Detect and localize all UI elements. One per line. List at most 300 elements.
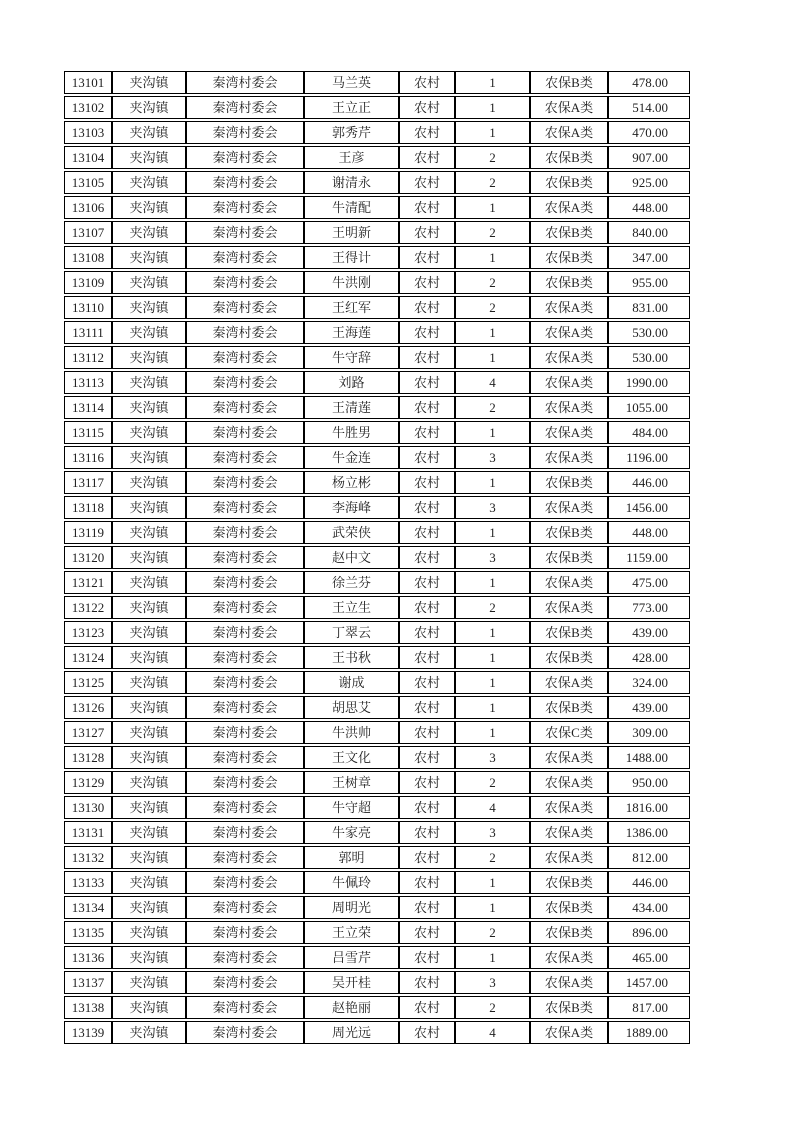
- cell-village-committee: 秦湾村委会: [186, 496, 304, 519]
- cell-person-name: 王红军: [304, 296, 399, 319]
- cell-record-id: 13125: [64, 671, 112, 694]
- cell-village-committee: 秦湾村委会: [186, 921, 304, 944]
- cell-person-name: 吕雪芹: [304, 946, 399, 969]
- cell-record-id: 13123: [64, 621, 112, 644]
- cell-insurance-category: 农保B类: [530, 146, 608, 169]
- cell-person-name: 牛洪刚: [304, 271, 399, 294]
- table-row: [64, 771, 690, 794]
- cell-insurance-category: 农保B类: [530, 646, 608, 669]
- cell-insurance-category: 农保B类: [530, 546, 608, 569]
- cell-person-count: 2: [455, 171, 530, 194]
- cell-town: 夹沟镇: [112, 521, 186, 544]
- cell-insurance-category: 农保A类: [530, 971, 608, 994]
- table-row: [64, 746, 690, 769]
- cell-insurance-category: 农保B类: [530, 271, 608, 294]
- cell-town: 夹沟镇: [112, 971, 186, 994]
- cell-amount: 955.00: [608, 271, 690, 294]
- cell-village-committee: 秦湾村委会: [186, 96, 304, 119]
- cell-person-name: 牛洪帅: [304, 721, 399, 744]
- cell-person-name: 郭秀芹: [304, 121, 399, 144]
- cell-village-committee: 秦湾村委会: [186, 221, 304, 244]
- cell-person-count: 3: [455, 496, 530, 519]
- table-row: [64, 521, 690, 544]
- cell-insurance-category: 农保A类: [530, 571, 608, 594]
- cell-residence-type: 农村: [399, 96, 455, 119]
- cell-residence-type: 农村: [399, 571, 455, 594]
- cell-record-id: 13119: [64, 521, 112, 544]
- cell-insurance-category: 农保A类: [530, 396, 608, 419]
- cell-village-committee: 秦湾村委会: [186, 446, 304, 469]
- cell-town: 夹沟镇: [112, 896, 186, 919]
- cell-amount: 1488.00: [608, 746, 690, 769]
- cell-town: 夹沟镇: [112, 446, 186, 469]
- cell-residence-type: 农村: [399, 746, 455, 769]
- cell-person-count: 3: [455, 446, 530, 469]
- cell-amount: 530.00: [608, 321, 690, 344]
- cell-record-id: 13106: [64, 196, 112, 219]
- cell-amount: 484.00: [608, 421, 690, 444]
- cell-amount: 812.00: [608, 846, 690, 869]
- table-row: [64, 796, 690, 819]
- cell-insurance-category: 农保A类: [530, 821, 608, 844]
- cell-village-committee: 秦湾村委会: [186, 796, 304, 819]
- cell-insurance-category: 农保C类: [530, 721, 608, 744]
- cell-record-id: 13130: [64, 796, 112, 819]
- cell-record-id: 13126: [64, 696, 112, 719]
- cell-amount: 1457.00: [608, 971, 690, 994]
- table-row: [64, 671, 690, 694]
- cell-town: 夹沟镇: [112, 746, 186, 769]
- cell-record-id: 13128: [64, 746, 112, 769]
- cell-town: 夹沟镇: [112, 796, 186, 819]
- cell-insurance-category: 农保B类: [530, 996, 608, 1019]
- cell-town: 夹沟镇: [112, 646, 186, 669]
- cell-village-committee: 秦湾村委会: [186, 71, 304, 94]
- cell-record-id: 13129: [64, 771, 112, 794]
- cell-village-committee: 秦湾村委会: [186, 571, 304, 594]
- cell-residence-type: 农村: [399, 796, 455, 819]
- cell-person-name: 王得计: [304, 246, 399, 269]
- cell-amount: 448.00: [608, 521, 690, 544]
- cell-person-name: 牛家亮: [304, 821, 399, 844]
- cell-amount: 470.00: [608, 121, 690, 144]
- cell-residence-type: 农村: [399, 471, 455, 494]
- cell-insurance-category: 农保A类: [530, 1021, 608, 1044]
- cell-village-committee: 秦湾村委会: [186, 146, 304, 169]
- cell-person-count: 1: [455, 621, 530, 644]
- cell-insurance-category: 农保A类: [530, 671, 608, 694]
- cell-record-id: 13104: [64, 146, 112, 169]
- cell-person-count: 1: [455, 671, 530, 694]
- table-row: [64, 996, 690, 1019]
- cell-amount: 1055.00: [608, 396, 690, 419]
- cell-insurance-category: 农保A类: [530, 96, 608, 119]
- cell-person-name: 王明新: [304, 221, 399, 244]
- cell-town: 夹沟镇: [112, 196, 186, 219]
- cell-amount: 514.00: [608, 96, 690, 119]
- cell-amount: 446.00: [608, 471, 690, 494]
- cell-insurance-category: 农保B类: [530, 171, 608, 194]
- cell-residence-type: 农村: [399, 146, 455, 169]
- cell-insurance-category: 农保B类: [530, 71, 608, 94]
- cell-person-count: 1: [455, 946, 530, 969]
- cell-record-id: 13137: [64, 971, 112, 994]
- cell-person-count: 2: [455, 146, 530, 169]
- cell-person-name: 王彦: [304, 146, 399, 169]
- cell-insurance-category: 农保A类: [530, 496, 608, 519]
- cell-town: 夹沟镇: [112, 496, 186, 519]
- cell-record-id: 13107: [64, 221, 112, 244]
- cell-amount: 309.00: [608, 721, 690, 744]
- cell-residence-type: 农村: [399, 346, 455, 369]
- cell-town: 夹沟镇: [112, 171, 186, 194]
- cell-person-count: 1: [455, 871, 530, 894]
- table-row: [64, 346, 690, 369]
- cell-person-count: 1: [455, 321, 530, 344]
- cell-town: 夹沟镇: [112, 596, 186, 619]
- cell-person-count: 1: [455, 521, 530, 544]
- table-row: [64, 146, 690, 169]
- cell-amount: 907.00: [608, 146, 690, 169]
- cell-village-committee: 秦湾村委会: [186, 846, 304, 869]
- cell-amount: 1990.00: [608, 371, 690, 394]
- cell-person-count: 2: [455, 996, 530, 1019]
- cell-residence-type: 农村: [399, 996, 455, 1019]
- cell-town: 夹沟镇: [112, 621, 186, 644]
- cell-amount: 347.00: [608, 246, 690, 269]
- cell-town: 夹沟镇: [112, 96, 186, 119]
- cell-town: 夹沟镇: [112, 946, 186, 969]
- cell-person-count: 1: [455, 121, 530, 144]
- cell-person-name: 谢清永: [304, 171, 399, 194]
- cell-amount: 448.00: [608, 196, 690, 219]
- cell-person-count: 3: [455, 746, 530, 769]
- cell-record-id: 13136: [64, 946, 112, 969]
- table-row: [64, 821, 690, 844]
- cell-person-count: 2: [455, 596, 530, 619]
- cell-residence-type: 农村: [399, 121, 455, 144]
- cell-person-count: 1: [455, 196, 530, 219]
- cell-record-id: 13135: [64, 921, 112, 944]
- cell-person-count: 1: [455, 246, 530, 269]
- cell-town: 夹沟镇: [112, 121, 186, 144]
- cell-person-count: 1: [455, 471, 530, 494]
- cell-record-id: 13112: [64, 346, 112, 369]
- cell-person-name: 牛守超: [304, 796, 399, 819]
- cell-town: 夹沟镇: [112, 296, 186, 319]
- cell-record-id: 13103: [64, 121, 112, 144]
- cell-person-name: 谢成: [304, 671, 399, 694]
- cell-insurance-category: 农保A类: [530, 446, 608, 469]
- cell-amount: 324.00: [608, 671, 690, 694]
- cell-insurance-category: 农保B类: [530, 471, 608, 494]
- cell-village-committee: 秦湾村委会: [186, 371, 304, 394]
- cell-village-committee: 秦湾村委会: [186, 196, 304, 219]
- cell-amount: 1456.00: [608, 496, 690, 519]
- cell-person-name: 牛胜男: [304, 421, 399, 444]
- cell-village-committee: 秦湾村委会: [186, 646, 304, 669]
- table-row: [64, 696, 690, 719]
- cell-insurance-category: 农保B类: [530, 246, 608, 269]
- cell-residence-type: 农村: [399, 221, 455, 244]
- cell-residence-type: 农村: [399, 246, 455, 269]
- cell-person-name: 武荣侠: [304, 521, 399, 544]
- cell-town: 夹沟镇: [112, 271, 186, 294]
- cell-insurance-category: 农保A类: [530, 196, 608, 219]
- table-row: [64, 121, 690, 144]
- cell-person-count: 2: [455, 271, 530, 294]
- cell-record-id: 13115: [64, 421, 112, 444]
- cell-village-committee: 秦湾村委会: [186, 246, 304, 269]
- cell-residence-type: 农村: [399, 921, 455, 944]
- table-row: [64, 71, 690, 94]
- cell-person-count: 1: [455, 96, 530, 119]
- table-row: [64, 271, 690, 294]
- cell-record-id: 13114: [64, 396, 112, 419]
- cell-town: 夹沟镇: [112, 1021, 186, 1044]
- cell-residence-type: 农村: [399, 546, 455, 569]
- cell-record-id: 13118: [64, 496, 112, 519]
- cell-residence-type: 农村: [399, 271, 455, 294]
- cell-insurance-category: 农保B类: [530, 871, 608, 894]
- cell-person-count: 1: [455, 421, 530, 444]
- cell-residence-type: 农村: [399, 646, 455, 669]
- cell-person-count: 1: [455, 346, 530, 369]
- cell-record-id: 13111: [64, 321, 112, 344]
- table-row: [64, 546, 690, 569]
- cell-amount: 1816.00: [608, 796, 690, 819]
- cell-person-name: 赵中文: [304, 546, 399, 569]
- cell-amount: 950.00: [608, 771, 690, 794]
- cell-town: 夹沟镇: [112, 146, 186, 169]
- cell-residence-type: 农村: [399, 71, 455, 94]
- cell-amount: 840.00: [608, 221, 690, 244]
- cell-insurance-category: 农保A类: [530, 771, 608, 794]
- cell-person-count: 1: [455, 721, 530, 744]
- cell-residence-type: 农村: [399, 621, 455, 644]
- cell-residence-type: 农村: [399, 671, 455, 694]
- cell-insurance-category: 农保A类: [530, 296, 608, 319]
- cell-town: 夹沟镇: [112, 71, 186, 94]
- cell-residence-type: 农村: [399, 171, 455, 194]
- cell-town: 夹沟镇: [112, 421, 186, 444]
- cell-person-count: 4: [455, 796, 530, 819]
- cell-person-count: 4: [455, 371, 530, 394]
- table-row: [64, 596, 690, 619]
- cell-amount: 1159.00: [608, 546, 690, 569]
- cell-record-id: 13131: [64, 821, 112, 844]
- cell-record-id: 13122: [64, 596, 112, 619]
- cell-amount: 831.00: [608, 296, 690, 319]
- cell-record-id: 13124: [64, 646, 112, 669]
- cell-amount: 1196.00: [608, 446, 690, 469]
- table-row: [64, 496, 690, 519]
- cell-village-committee: 秦湾村委会: [186, 946, 304, 969]
- cell-record-id: 13117: [64, 471, 112, 494]
- cell-person-name: 牛守辞: [304, 346, 399, 369]
- cell-person-name: 马兰英: [304, 71, 399, 94]
- table-row: [64, 196, 690, 219]
- cell-insurance-category: 农保A类: [530, 946, 608, 969]
- cell-insurance-category: 农保A类: [530, 796, 608, 819]
- cell-insurance-category: 农保A类: [530, 121, 608, 144]
- cell-insurance-category: 农保A类: [530, 596, 608, 619]
- cell-person-count: 2: [455, 771, 530, 794]
- cell-amount: 465.00: [608, 946, 690, 969]
- cell-town: 夹沟镇: [112, 321, 186, 344]
- cell-person-count: 1: [455, 571, 530, 594]
- cell-residence-type: 农村: [399, 521, 455, 544]
- cell-residence-type: 农村: [399, 371, 455, 394]
- cell-person-name: 王树章: [304, 771, 399, 794]
- cell-village-committee: 秦湾村委会: [186, 296, 304, 319]
- cell-person-name: 周明光: [304, 896, 399, 919]
- cell-village-committee: 秦湾村委会: [186, 896, 304, 919]
- table-row: [64, 421, 690, 444]
- cell-residence-type: 农村: [399, 1021, 455, 1044]
- cell-village-committee: 秦湾村委会: [186, 721, 304, 744]
- cell-village-committee: 秦湾村委会: [186, 121, 304, 144]
- cell-village-committee: 秦湾村委会: [186, 271, 304, 294]
- cell-amount: 434.00: [608, 896, 690, 919]
- cell-insurance-category: 农保A类: [530, 371, 608, 394]
- cell-person-name: 胡思艾: [304, 696, 399, 719]
- cell-village-committee: 秦湾村委会: [186, 996, 304, 1019]
- cell-town: 夹沟镇: [112, 996, 186, 1019]
- cell-person-name: 牛金连: [304, 446, 399, 469]
- cell-amount: 1386.00: [608, 821, 690, 844]
- cell-town: 夹沟镇: [112, 396, 186, 419]
- cell-insurance-category: 农保A类: [530, 846, 608, 869]
- cell-town: 夹沟镇: [112, 471, 186, 494]
- cell-record-id: 13134: [64, 896, 112, 919]
- cell-person-count: 2: [455, 396, 530, 419]
- table-row: [64, 721, 690, 744]
- cell-insurance-category: 农保B类: [530, 696, 608, 719]
- cell-person-count: 2: [455, 296, 530, 319]
- cell-residence-type: 农村: [399, 496, 455, 519]
- cell-record-id: 13133: [64, 871, 112, 894]
- cell-person-count: 1: [455, 646, 530, 669]
- cell-person-name: 赵艳丽: [304, 996, 399, 1019]
- cell-residence-type: 农村: [399, 396, 455, 419]
- cell-residence-type: 农村: [399, 321, 455, 344]
- cell-amount: 530.00: [608, 346, 690, 369]
- cell-amount: 773.00: [608, 596, 690, 619]
- cell-person-name: 王立生: [304, 596, 399, 619]
- cell-record-id: 13101: [64, 71, 112, 94]
- cell-person-name: 牛佩玲: [304, 871, 399, 894]
- cell-amount: 478.00: [608, 71, 690, 94]
- table-row: [64, 846, 690, 869]
- cell-residence-type: 农村: [399, 971, 455, 994]
- cell-amount: 475.00: [608, 571, 690, 594]
- cell-insurance-category: 农保B类: [530, 521, 608, 544]
- cell-town: 夹沟镇: [112, 871, 186, 894]
- cell-village-committee: 秦湾村委会: [186, 1021, 304, 1044]
- cell-person-count: 3: [455, 971, 530, 994]
- table-row: [64, 471, 690, 494]
- table-row: [64, 371, 690, 394]
- cell-insurance-category: 农保B类: [530, 221, 608, 244]
- table-row: [64, 321, 690, 344]
- cell-insurance-category: 农保B类: [530, 896, 608, 919]
- cell-village-committee: 秦湾村委会: [186, 746, 304, 769]
- cell-town: 夹沟镇: [112, 546, 186, 569]
- table-row: [64, 171, 690, 194]
- table-row: [64, 571, 690, 594]
- cell-person-count: 3: [455, 821, 530, 844]
- cell-person-name: 王立正: [304, 96, 399, 119]
- cell-amount: 1889.00: [608, 1021, 690, 1044]
- cell-person-name: 牛清配: [304, 196, 399, 219]
- cell-residence-type: 农村: [399, 196, 455, 219]
- cell-town: 夹沟镇: [112, 221, 186, 244]
- cell-record-id: 13102: [64, 96, 112, 119]
- cell-town: 夹沟镇: [112, 771, 186, 794]
- cell-town: 夹沟镇: [112, 246, 186, 269]
- cell-record-id: 13132: [64, 846, 112, 869]
- cell-village-committee: 秦湾村委会: [186, 821, 304, 844]
- payment-roster-table: [64, 69, 690, 1046]
- cell-person-count: 1: [455, 71, 530, 94]
- cell-person-name: 杨立彬: [304, 471, 399, 494]
- cell-village-committee: 秦湾村委会: [186, 396, 304, 419]
- table-row: [64, 646, 690, 669]
- cell-residence-type: 农村: [399, 696, 455, 719]
- cell-record-id: 13120: [64, 546, 112, 569]
- cell-record-id: 13105: [64, 171, 112, 194]
- cell-village-committee: 秦湾村委会: [186, 771, 304, 794]
- cell-town: 夹沟镇: [112, 371, 186, 394]
- cell-person-name: 王书秋: [304, 646, 399, 669]
- cell-record-id: 13127: [64, 721, 112, 744]
- cell-village-committee: 秦湾村委会: [186, 346, 304, 369]
- table-row: [64, 946, 690, 969]
- cell-village-committee: 秦湾村委会: [186, 521, 304, 544]
- table-row: [64, 96, 690, 119]
- cell-amount: 896.00: [608, 921, 690, 944]
- cell-person-count: 1: [455, 696, 530, 719]
- cell-residence-type: 农村: [399, 946, 455, 969]
- cell-residence-type: 农村: [399, 821, 455, 844]
- table-row: [64, 396, 690, 419]
- cell-insurance-category: 农保B类: [530, 921, 608, 944]
- cell-village-committee: 秦湾村委会: [186, 546, 304, 569]
- cell-amount: 439.00: [608, 621, 690, 644]
- table-row: [64, 896, 690, 919]
- cell-person-name: 吴开桂: [304, 971, 399, 994]
- table-row: [64, 921, 690, 944]
- cell-village-committee: 秦湾村委会: [186, 171, 304, 194]
- cell-person-count: 4: [455, 1021, 530, 1044]
- cell-town: 夹沟镇: [112, 846, 186, 869]
- cell-village-committee: 秦湾村委会: [186, 421, 304, 444]
- cell-amount: 446.00: [608, 871, 690, 894]
- table-row: [64, 971, 690, 994]
- cell-town: 夹沟镇: [112, 571, 186, 594]
- cell-person-name: 周光远: [304, 1021, 399, 1044]
- cell-amount: 925.00: [608, 171, 690, 194]
- table-row: [64, 871, 690, 894]
- cell-town: 夹沟镇: [112, 921, 186, 944]
- cell-person-count: 2: [455, 221, 530, 244]
- cell-residence-type: 农村: [399, 871, 455, 894]
- cell-person-name: 丁翠云: [304, 621, 399, 644]
- cell-residence-type: 农村: [399, 446, 455, 469]
- cell-residence-type: 农村: [399, 421, 455, 444]
- cell-village-committee: 秦湾村委会: [186, 971, 304, 994]
